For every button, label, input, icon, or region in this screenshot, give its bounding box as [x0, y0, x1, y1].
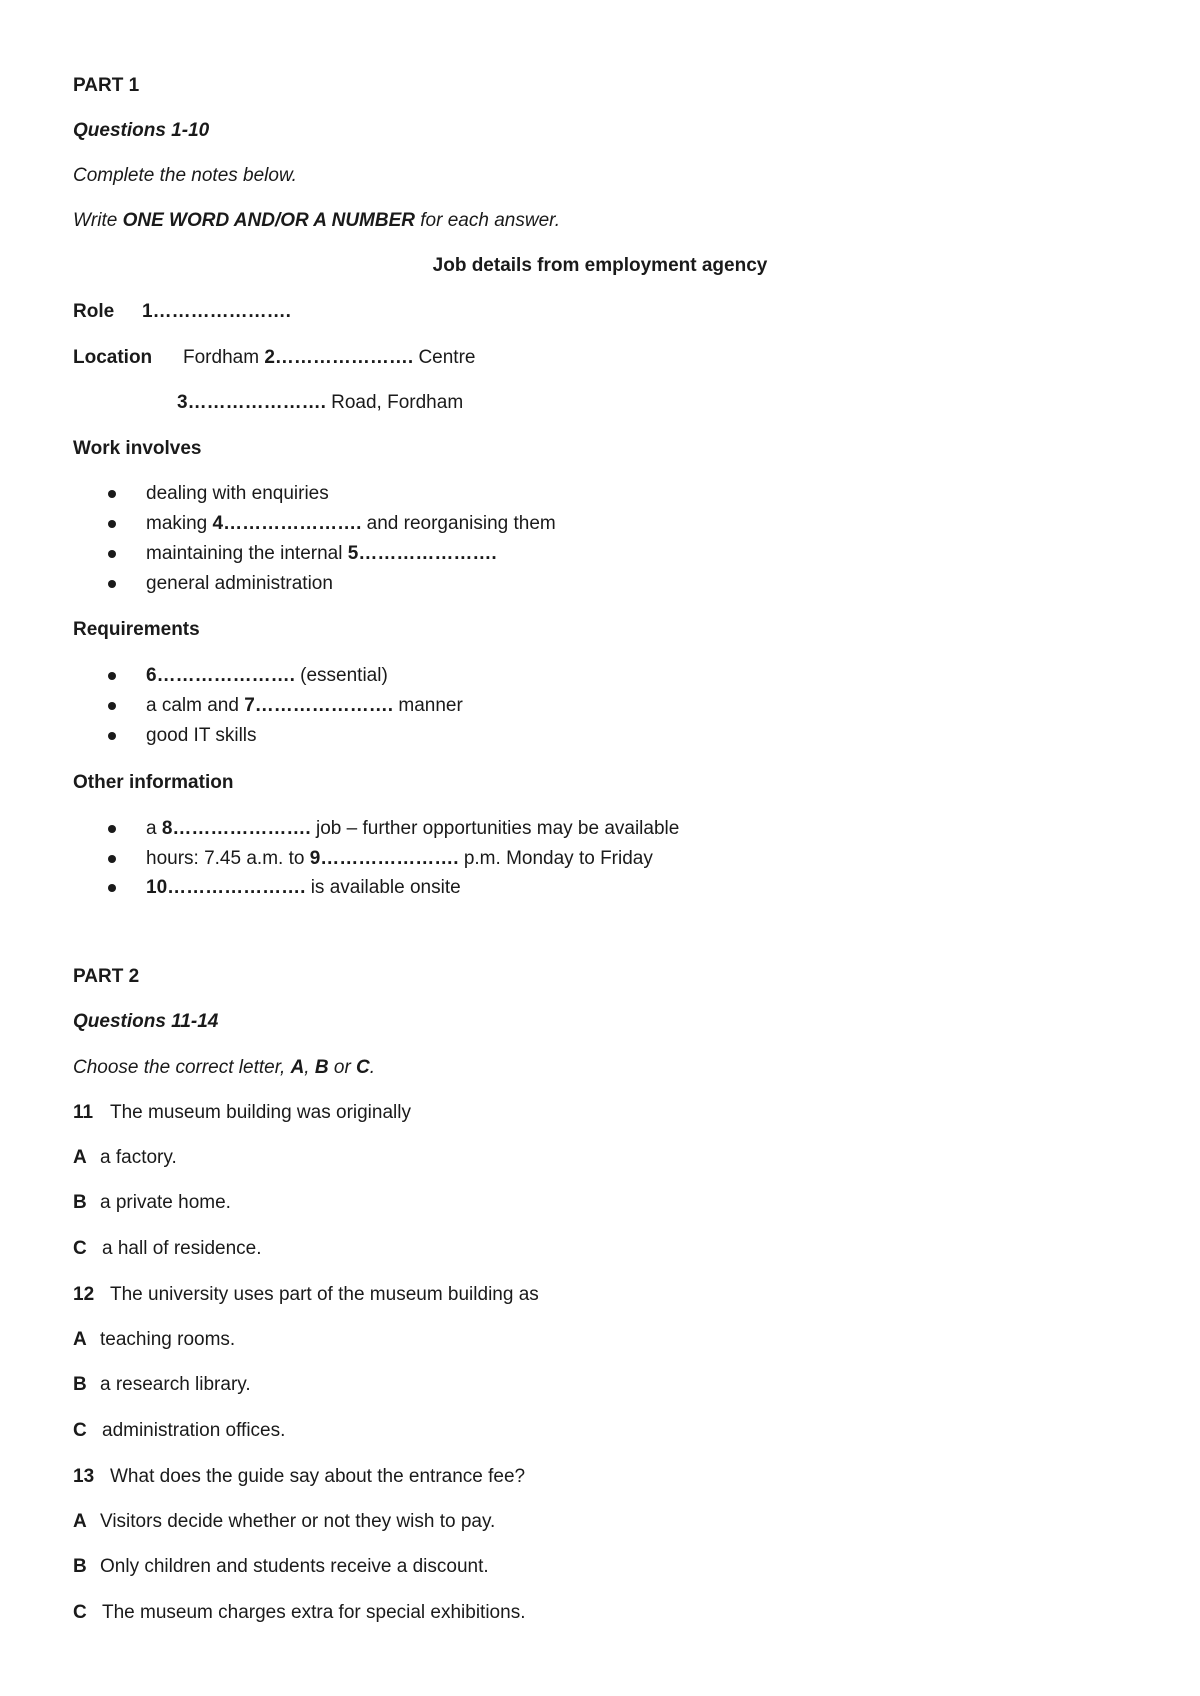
bullet-icon — [108, 855, 116, 863]
bullet-icon — [108, 825, 116, 833]
answer-gap-3: 3…………………. — [177, 392, 326, 413]
bullet-icon — [108, 702, 116, 710]
question-11: 11 The museum building was originally — [73, 1102, 411, 1123]
question-12-option-a: A teaching rooms. — [73, 1329, 236, 1350]
question-13: 13 What does the guide say about the entrance fee? — [73, 1466, 526, 1487]
bullet-icon — [108, 520, 116, 528]
question-11-option-c: C a hall of residence. — [73, 1238, 262, 1259]
other-item-1: a 8…………………. job – further opportunities may be available — [146, 818, 680, 839]
question-13-option-a: A Visitors decide whether or not they wish to pay. — [73, 1511, 496, 1532]
requirement-item-1: 6…………………. (essential) — [146, 665, 388, 686]
part-1-word-limit: Write ONE WORD AND/OR A NUMBER for each answer. — [73, 210, 561, 231]
work-item-2: making 4…………………. and reorganising them — [146, 513, 556, 534]
answer-gap-9: 9…………………. — [309, 848, 459, 869]
requirement-item-2: a calm and 7…………………. manner — [146, 695, 463, 716]
bullet-icon — [108, 732, 116, 740]
other-item-3: 10…………………. is available onsite — [146, 877, 461, 898]
question-12-option-b: B a research library. — [73, 1374, 251, 1395]
part-1-instruction: Complete the notes below. — [73, 165, 297, 186]
answer-gap-4: 4…………………. — [212, 513, 362, 534]
question-12: 12 The university uses part of the museum building as — [73, 1284, 539, 1305]
requirement-item-3: good IT skills — [146, 725, 257, 746]
answer-gap-2: 2…………………. — [264, 347, 414, 368]
answer-gap-5: 5…………………. — [347, 543, 497, 564]
question-12-option-c: C administration offices. — [73, 1420, 286, 1441]
part-2-questions-range: Questions 11-14 — [73, 1011, 219, 1032]
bullet-icon — [108, 884, 116, 892]
bullet-icon — [108, 490, 116, 498]
requirements-heading: Requirements — [73, 619, 200, 640]
work-item-4: general administration — [146, 573, 333, 594]
location-row-2: 3…………………. Road, Fordham — [177, 392, 464, 413]
bullet-icon — [108, 672, 116, 680]
answer-gap-1: 1…………………. — [142, 301, 291, 322]
bullet-icon — [108, 580, 116, 588]
question-13-option-b: B Only children and students receive a discount. — [73, 1556, 489, 1577]
answer-gap-6: 6…………………. — [146, 665, 295, 686]
answer-gap-10: 10…………………. — [146, 877, 306, 898]
work-heading: Work involves — [73, 438, 202, 459]
bullet-icon — [108, 550, 116, 558]
question-11-option-b: B a private home. — [73, 1192, 231, 1213]
work-item-1: dealing with enquiries — [146, 483, 329, 504]
notes-title: Job details from employment agency — [432, 255, 768, 276]
part-2-instruction: Choose the correct letter, A, B or C. — [73, 1057, 376, 1078]
role-row: Role 1…………………. — [73, 301, 291, 322]
other-info-heading: Other information — [73, 772, 234, 793]
other-item-2: hours: 7.45 a.m. to 9…………………. p.m. Monday to Friday — [146, 848, 653, 869]
location-row: Location Fordham 2…………………. Centre — [73, 347, 476, 368]
part-1-questions-range: Questions 1-10 — [73, 120, 210, 141]
work-item-3: maintaining the internal 5…………………. — [146, 543, 497, 564]
answer-gap-8: 8…………………. — [161, 818, 311, 839]
part-2-heading: PART 2 — [73, 966, 140, 987]
answer-gap-7: 7…………………. — [244, 695, 394, 716]
question-13-option-c: C The museum charges extra for special exhibitions. — [73, 1602, 526, 1623]
part-1-heading: PART 1 — [73, 75, 140, 96]
question-11-option-a: A a factory. — [73, 1147, 177, 1168]
